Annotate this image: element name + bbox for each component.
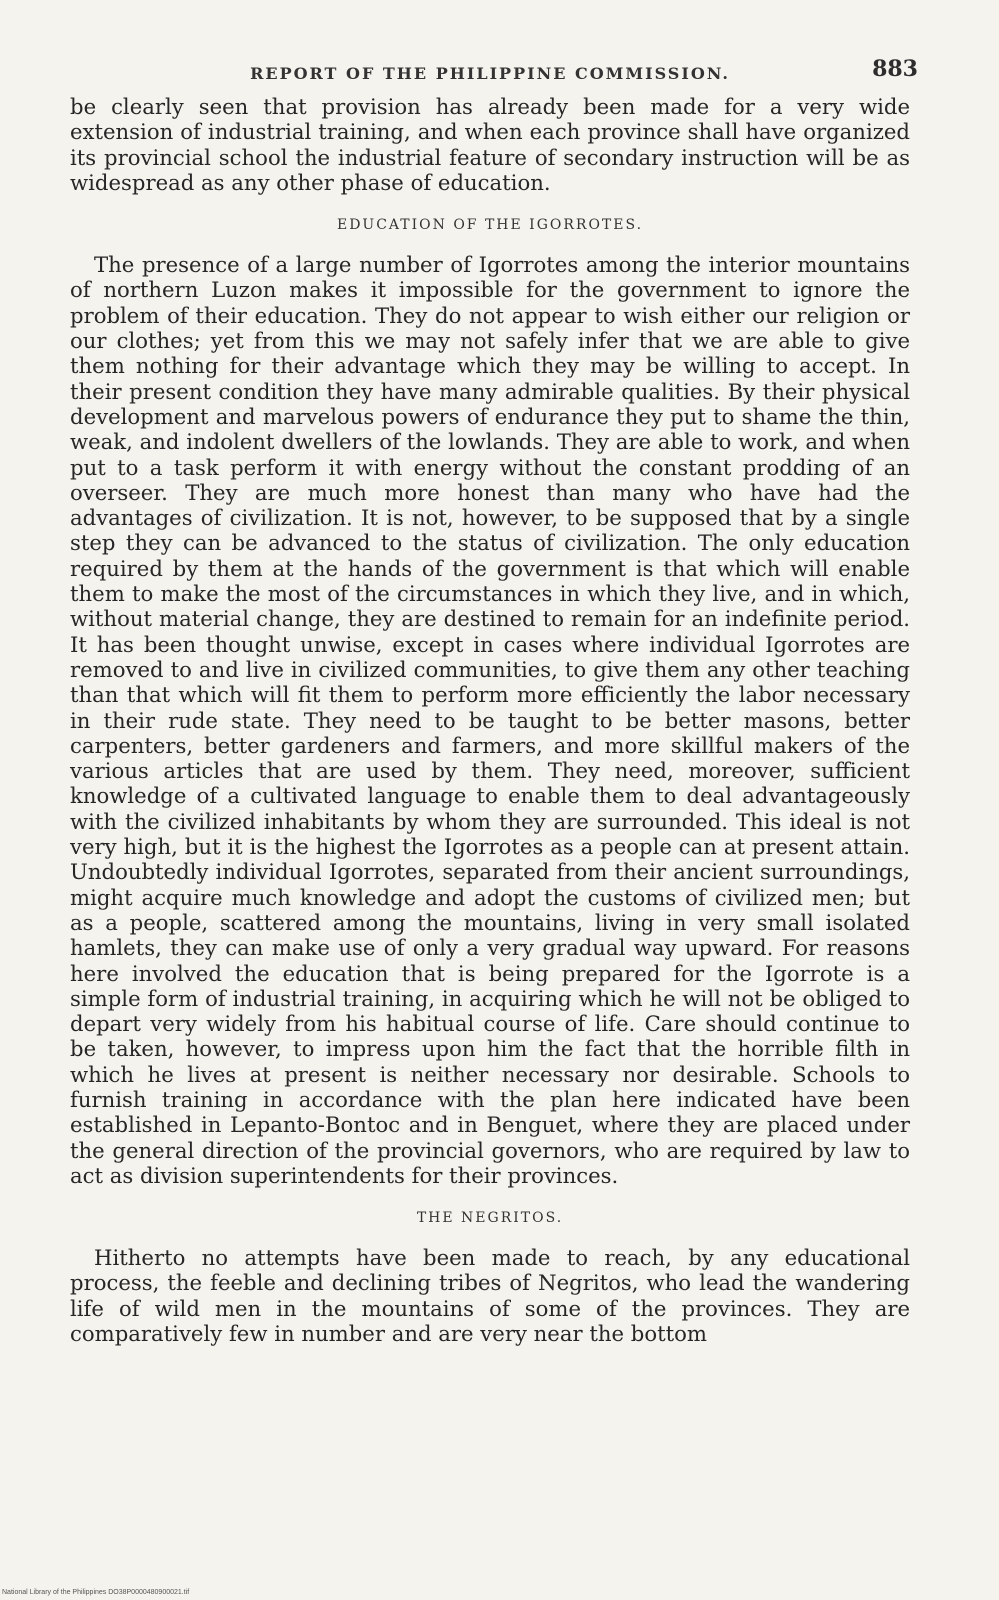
running-head xyxy=(70,56,918,94)
header-title: REPORT OF THE PHILIPPINE COMMISSION. xyxy=(250,64,730,83)
page-number: 883 xyxy=(872,56,918,82)
footer-credit: National Library of the Philippines DO38P0000480900021.tif xyxy=(2,1589,190,1596)
igorrotes-paragraph: The presence of a large number of Igorrotes among the interior mountains of northern Luzon makes it impossible for the government to ignore the problem of their education. They do not appear to wish either our religion or our clothes; yet from this we may not safely infer that we are able to give them nothing for their advantage which they may be willing to accept. In their present condition they have many admirable qualities. By their physical development and marvelous powers of endurance they put to shame the thin, weak, and indolent dwellers of the lowlands. They are able to work, and when put to a task perform it with energy without the constant prodding of an overseer. They are much more honest than many who have had the advantages of civilization. It is not, however, to be supposed that by a single step they can be advanced to the status of civilization. The only education required by them at the hands of the government is that which will enable them to make the most of the circumstances in which they live, and in which, without material change, they are destined to remain for an indefinite period. It has been thought unwise, except in cases where individual Igorrotes are removed to and live in civilized communities, to give them any other teaching than that which will fit them to perform more efficiently the labor necessary in their rude state. They need to be taught to be better masons, better carpenters, better gardeners and farmers, and more skillful makers of the various articles that are used by them. They need, moreover, sufficient knowledge of a cultivated language to enable them to deal advantageously with the civilized inhabitants by whom they are surrounded. This ideal is not very high, but it is the highest the Igorrotes as a people can at present attain. Undoubtedly individual Igorrotes, separated from their ancient surroundings, might acquire much knowledge and adopt the customs of civilized men; but as a people, scattered among the mountains, living in very small isolated hamlets, they can make use of only a very gradual way upward. For reasons here involved the education that is being prepared for the Igorrote is a simple form of industrial training, in acquiring which he will not be obliged to depart very widely from his habitual course of life. Care should continue to be taken, however, to impress upon him the fact that the horrible filth in which he lives at present is neither necessary nor desirable. Schools to furnish training in accordance with the plan here indicated have been established in Lepanto-Bontoc and in Benguet, where they are placed under the general direction of the provincial governors, who are required by law to act as division superintendents for their provinces. xyxy=(70,252,910,1188)
intro-paragraph: be clearly seen that provision has already been made for a very wide extension of industrial training, and when each province shall have organized its provincial school the industrial feature of secondary instruction will be as widespread as any other phase of education. xyxy=(70,94,910,195)
section-heading-negritos: THE NEGRITOS. xyxy=(416,1210,564,1227)
section-heading-igorrotes: EDUCATION OF THE IGORROTES. xyxy=(336,217,644,234)
document-page xyxy=(70,56,918,1347)
negritos-paragraph: Hitherto no attempts have been made to reach, by any educational process, the feeble and declining tribes of Negritos, who lead the wandering life of wild men in the mountains of some of the provinces. They are comparatively few in number and are very near the bottom xyxy=(70,1245,910,1347)
